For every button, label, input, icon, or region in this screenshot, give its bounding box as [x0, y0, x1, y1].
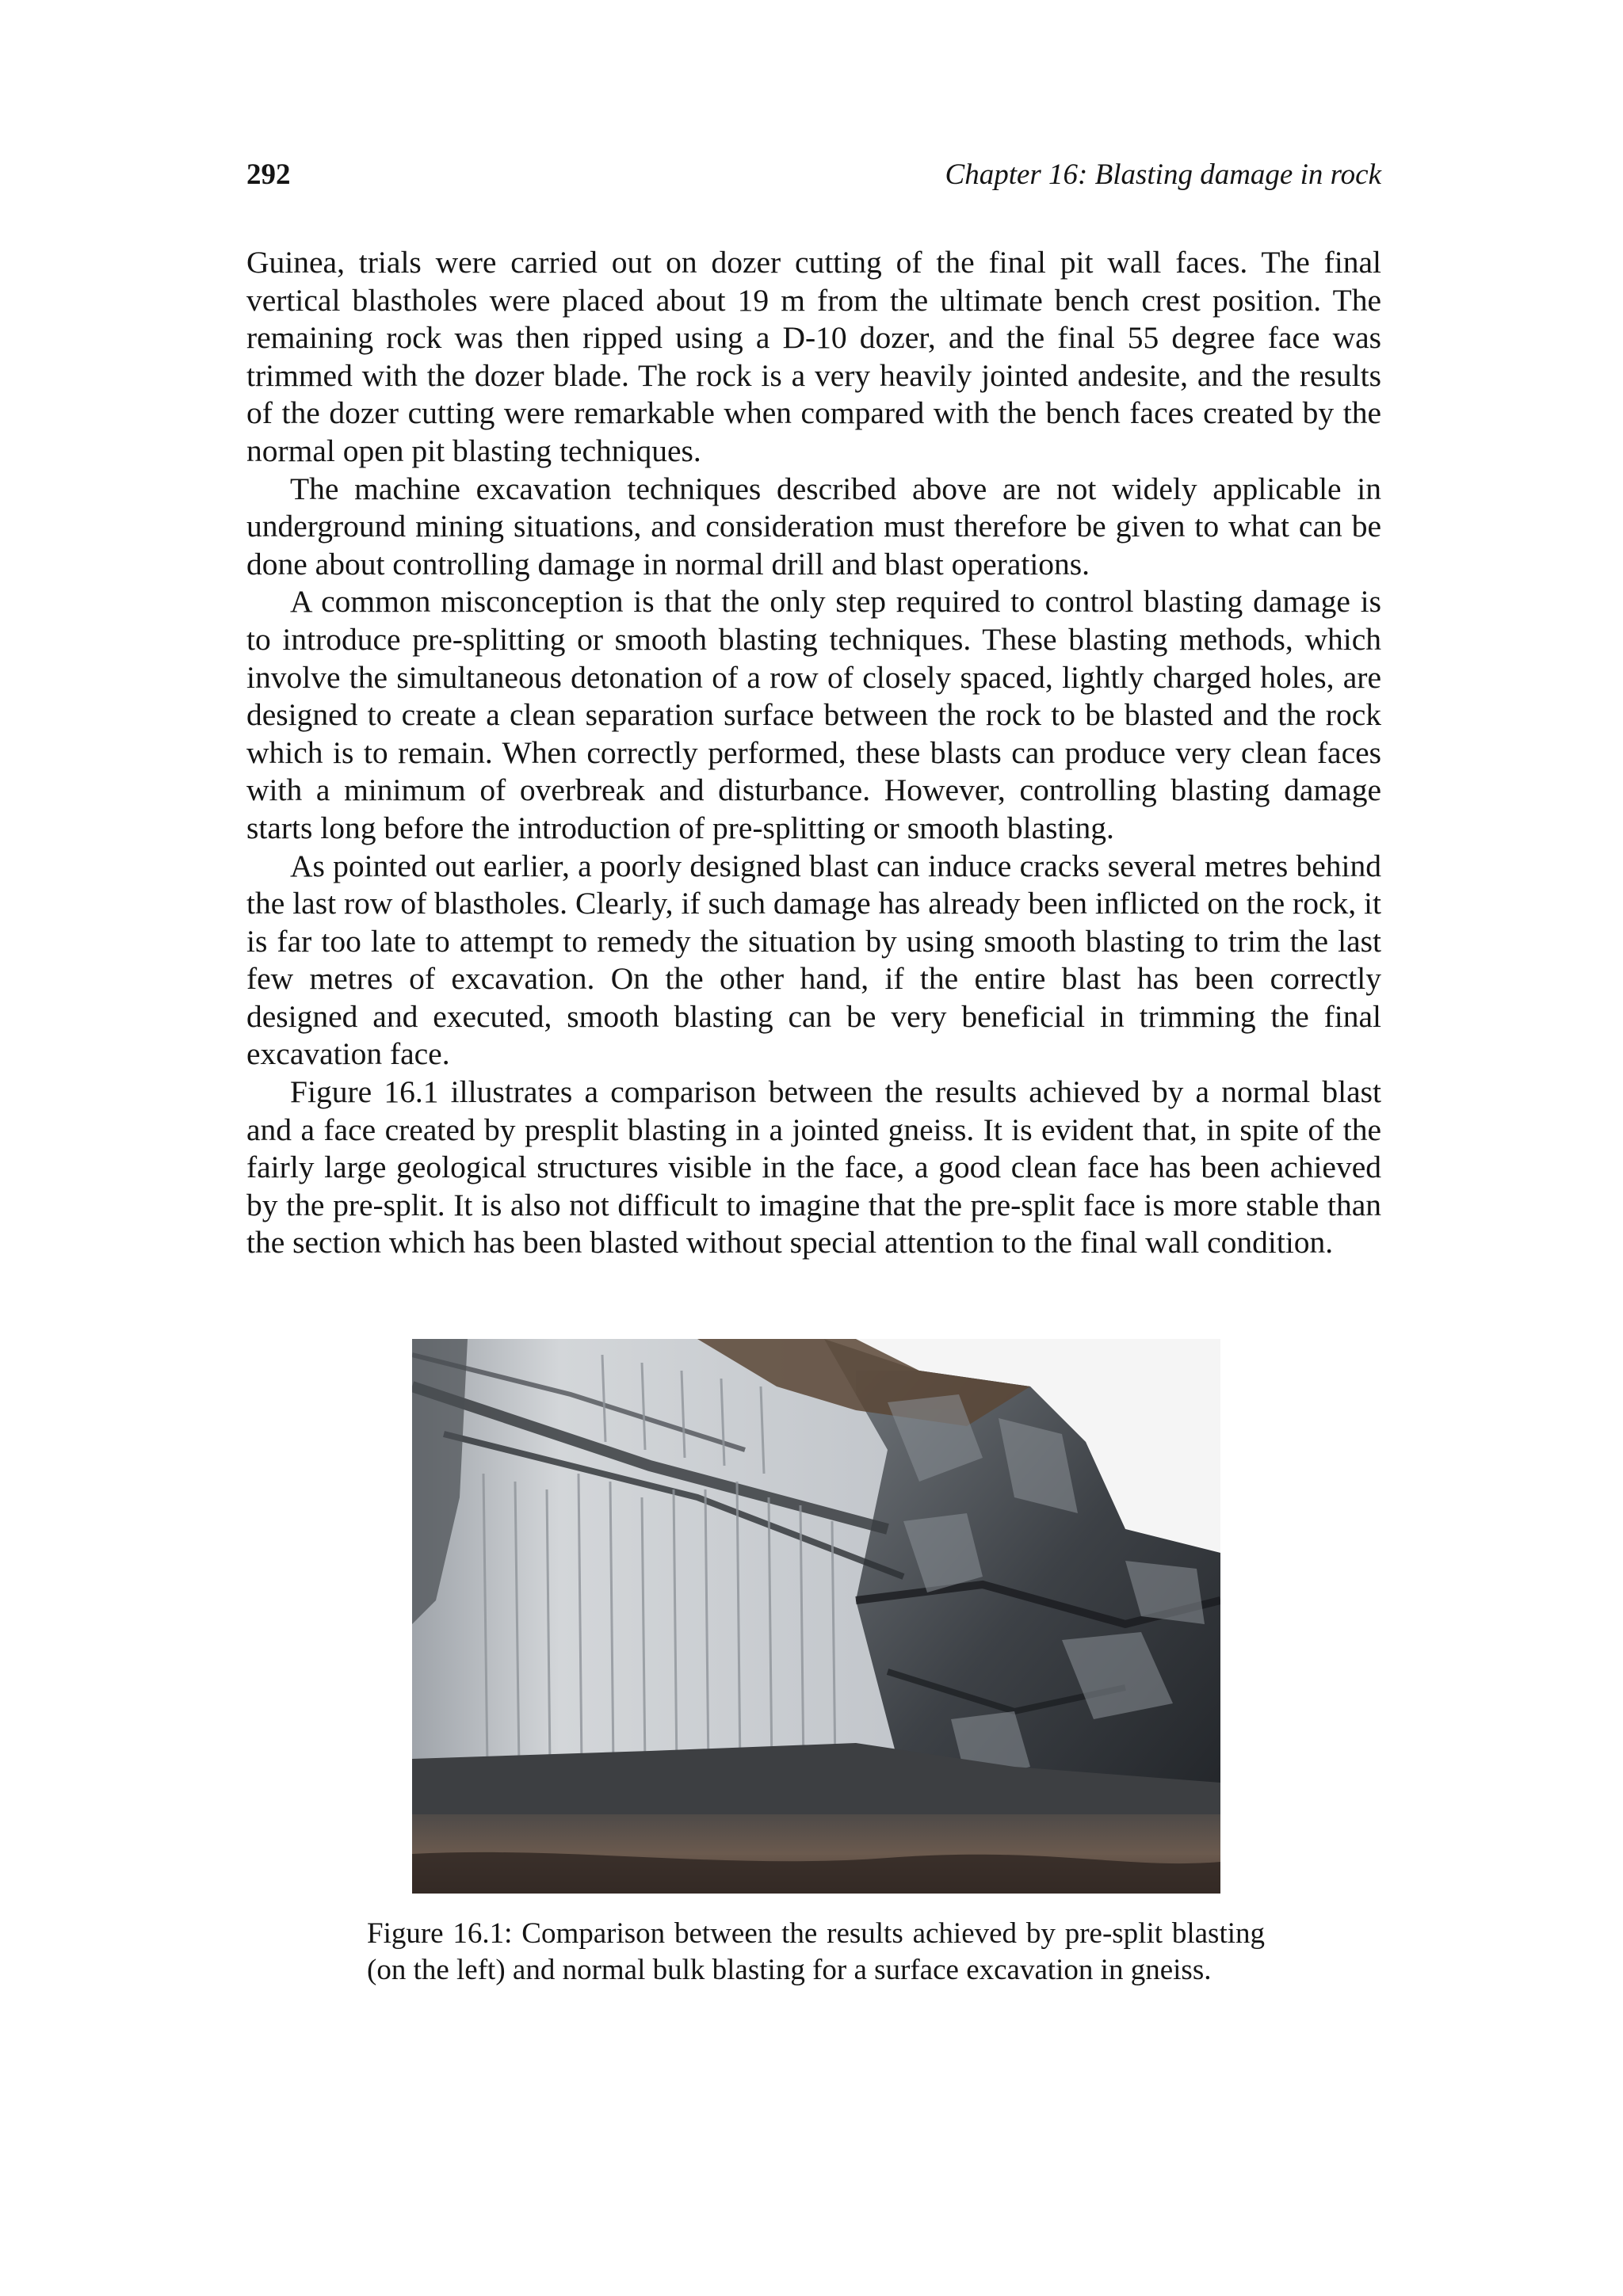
paragraph: Guinea, trials were carried out on dozer cutting of the final pit wall faces. The final vertical blastholes were placed about 19 m from the ultimate bench crest position. The remaining rock was then ripped using a D-10 dozer, and the final 55 degree face was trimmed with the dozer blade. The rock is a very heavily jointed andesite, and the results of the dozer cutting were remarkable when compared with the bench faces created by the normal open pit blasting techniques.: [246, 245, 1381, 468]
figure-rock-face-photo: [412, 1339, 1220, 1894]
rock-face-illustration: [412, 1339, 1220, 1894]
body-text: [246, 244, 1381, 1262]
paragraph: The machine excavation techniques described above are not widely applicable in underground mining situations, and consideration must therefore be given to what can be done about controlling damage in normal drill and blast operations.: [246, 471, 1381, 582]
chapter-title: Chapter 16: Blasting damage in rock: [945, 158, 1381, 191]
paragraph: Figure 16.1 illustrates a comparison between the results achieved by a normal blast and a face created by presplit blasting in a jointed gneiss. It is evident that, in spite of the fairly large geological structures visible in the face, a good clean face has been achieved by the pre-split. It is also not difficult to imagine that the pre-split face is more stable than the section which has been blasted without special attention to the final wall condition.: [246, 1074, 1381, 1261]
running-header: [246, 155, 1381, 195]
page-number: 292: [246, 158, 291, 191]
paragraph: A common misconception is that the only step required to control blasting damage is to introduce pre-splitting or smooth blasting techniques. These blasting methods, which involve the simultaneous detonation of a row of closely spaced, lightly charged holes, are designed to create a clean separation surface between the rock to be blasted and the rock which is to remain. When correctly performed, these blasts can produce very clean faces with a minimum of overbreak and disturbance. However, controlling blasting damage starts long before the introduction of pre-splitting or smooth blasting.: [246, 584, 1381, 845]
figure-caption: Figure 16.1: Comparison between the results achieved by pre-split blasting (on the left) and normal bulk blasting for a surface excavation in gneiss.: [367, 1917, 1265, 1986]
paragraph: As pointed out earlier, a poorly designed blast can induce cracks several metres behind the last row of blastholes. Clearly, if such damage has already been inflicted on the rock, it is far too late to attempt to remedy the situation by using smooth blasting to trim the last few metres of excavation. On the other hand, if the entire blast has been correctly designed and executed, smooth blasting can be very beneficial in trimming the final excavation face.: [246, 848, 1381, 1072]
